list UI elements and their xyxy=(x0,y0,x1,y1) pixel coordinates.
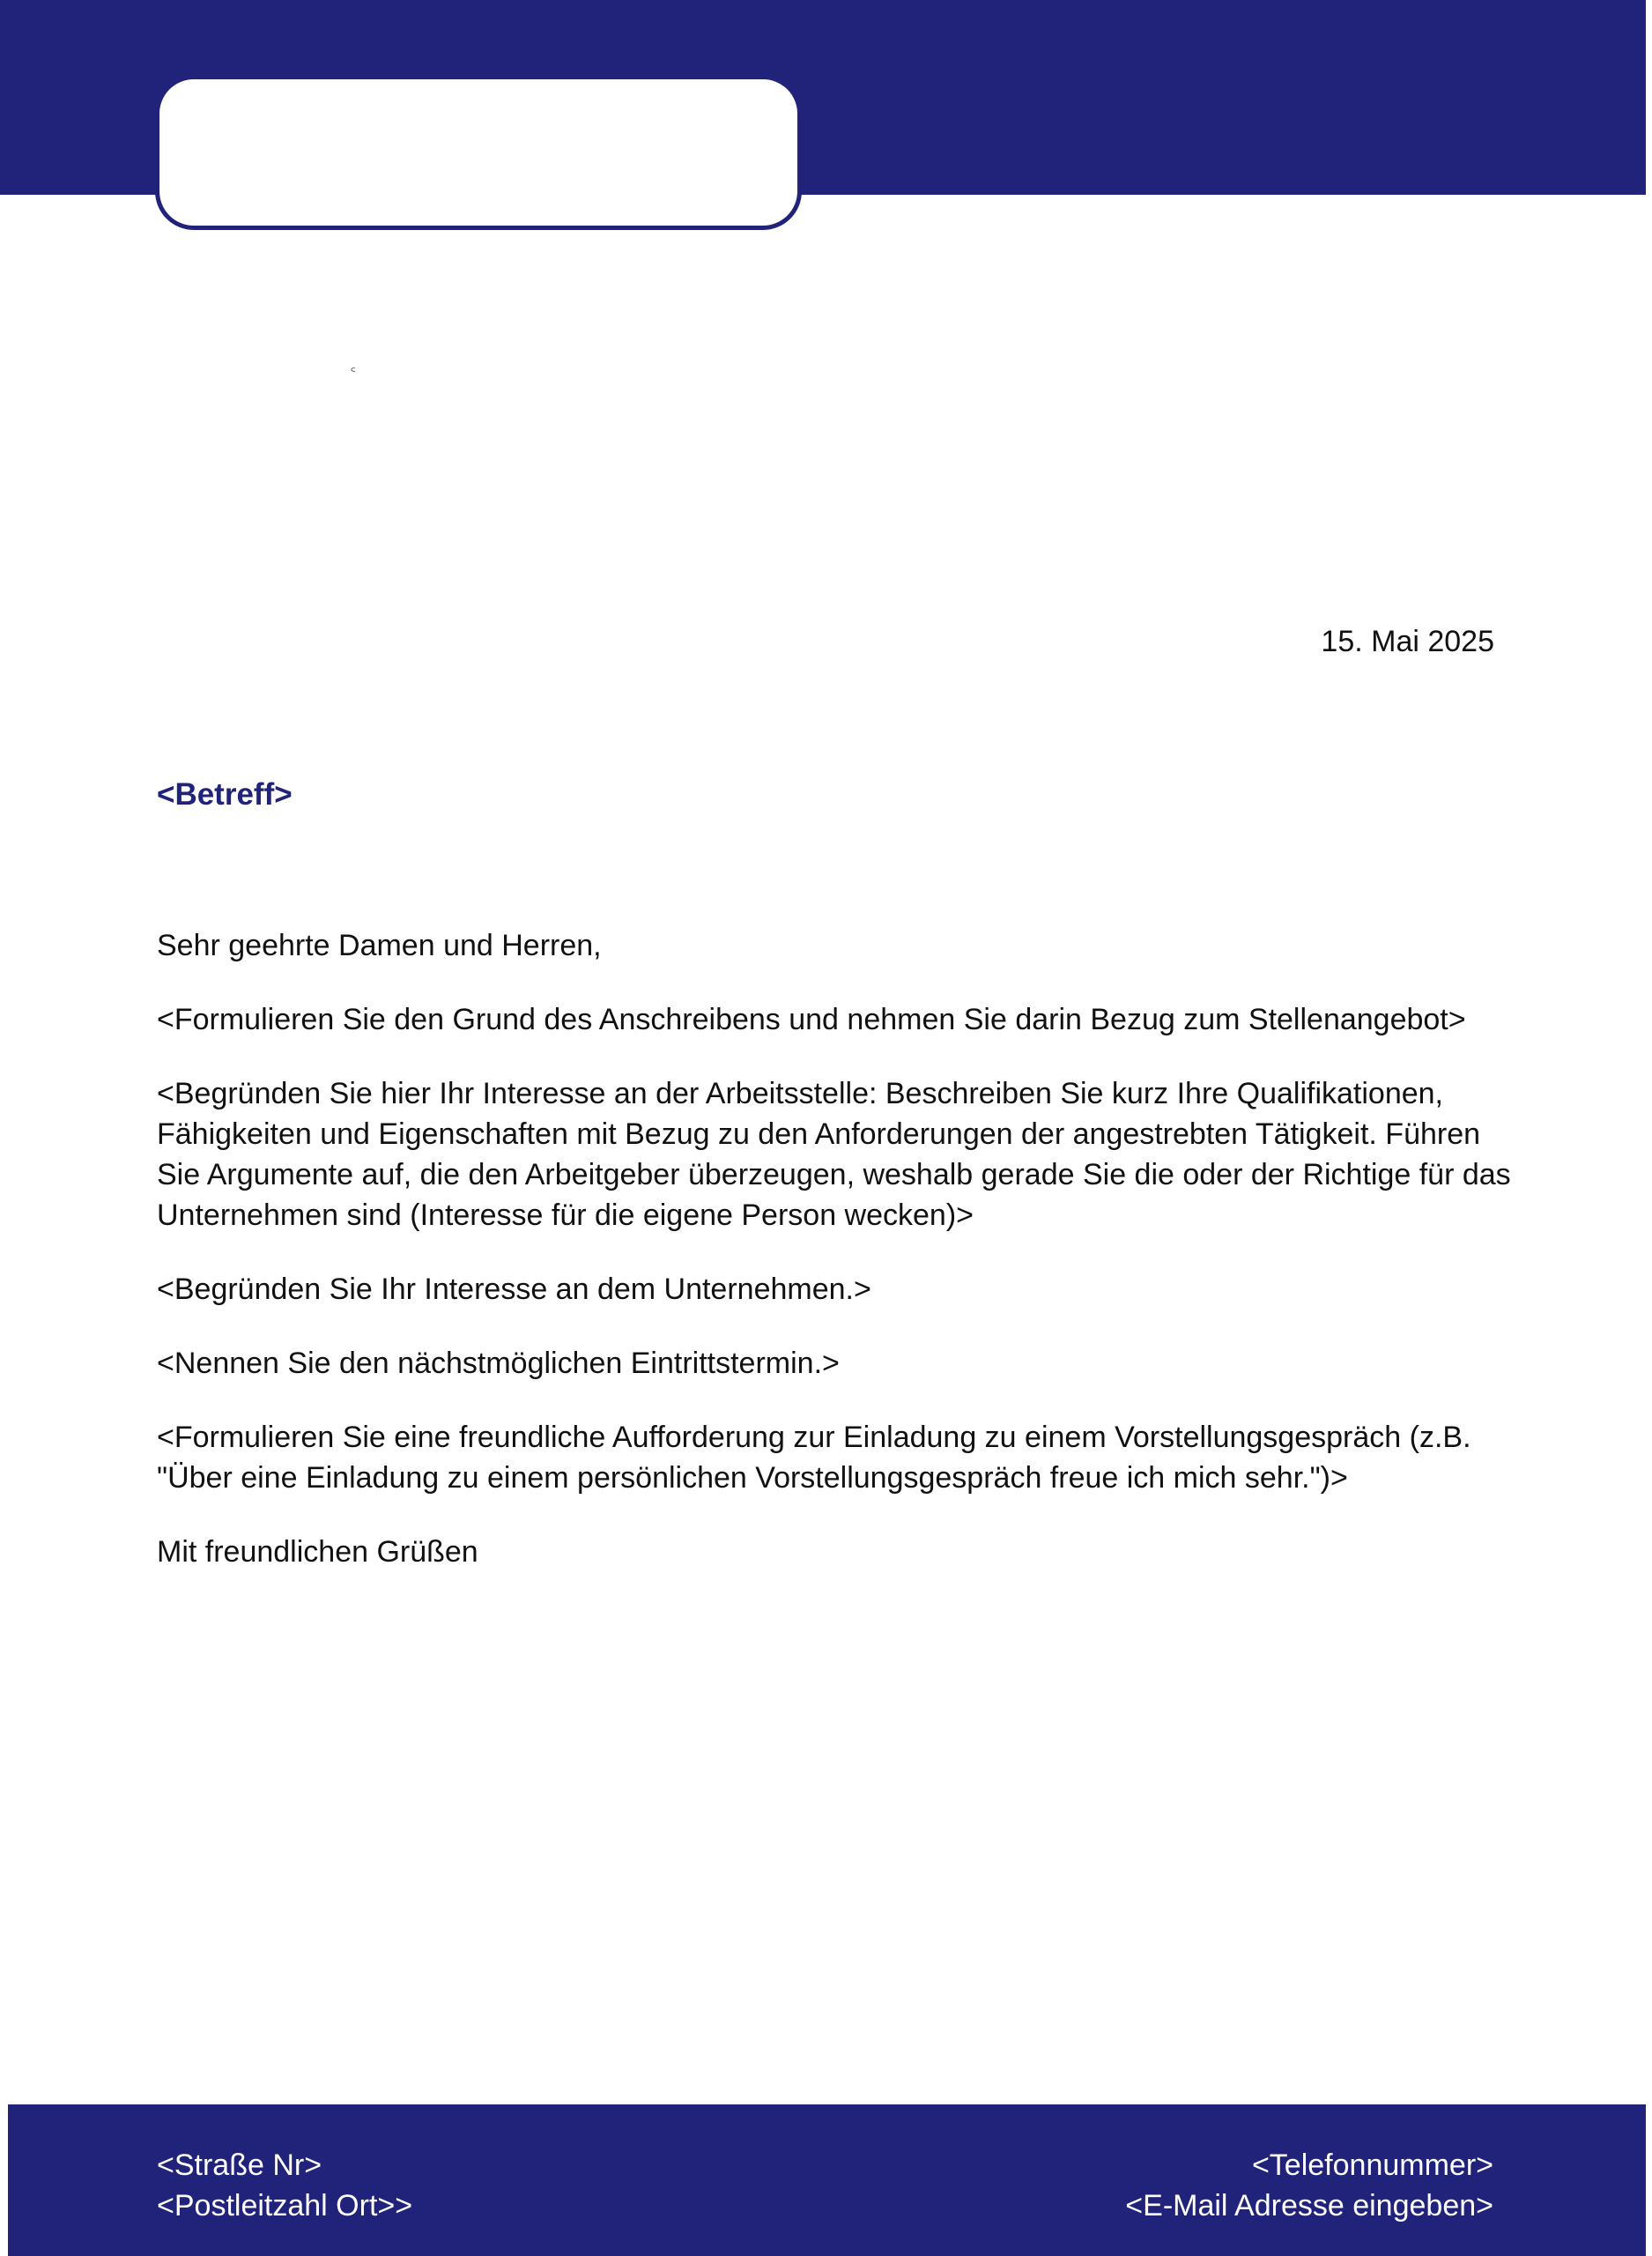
salutation: Sehr geehrte Damen und Herren, xyxy=(157,929,602,962)
paragraph-qualifications[interactable]: <Begründen Sie hier Ihr Interesse an der Arbeitsstelle: Beschreiben Sie kurz Ihre Qualifikationen, Fähigkeiten und Eigenschaften mit Bezug zu den Anforderungen der angestrebten Tätigkeit. Führen Sie Argumente auf, die den Arbeitgeber überzeugen, weshalb gerade Sie die oder der Richtige für das Unternehmen sind (Interesse für die eigene Person wecken)> xyxy=(157,1077,1511,1232)
paragraph-reason[interactable]: <Formulieren Sie den Grund des Anschreibens und nehmen Sie darin Bezug zum Stellenangebot> xyxy=(157,1003,1466,1036)
footer-contact xyxy=(1125,2145,1493,2226)
footer-address xyxy=(157,2145,412,2226)
footer-email[interactable]: <E-Mail Adresse eingeben> xyxy=(1125,2189,1493,2223)
paragraph-company-interest[interactable]: <Begründen Sie Ihr Interesse an dem Unternehmen.> xyxy=(157,1273,871,1306)
paragraph-start-date[interactable]: <Nennen Sie den nächstmöglichen Eintrittstermin.> xyxy=(157,1347,840,1380)
letter-subject[interactable]: <Betreff> xyxy=(157,777,293,812)
footer-postal-city[interactable]: <Postleitzahl Ort>> xyxy=(157,2189,413,2223)
letter-date: 15. Mai 2025 xyxy=(1321,625,1494,658)
footer-band xyxy=(8,2104,1646,2256)
sender-name-box[interactable] xyxy=(155,75,802,230)
stray-mark: ꜀ xyxy=(351,359,356,374)
paragraph-interview-request[interactable]: <Formulieren Sie eine freundliche Aufforderung zur Einladung zu einem Vorstellungsgespräch (z.B. "Über eine Einladung zu einem persönlichen Vorstellungsgespräch freue ich mich sehr.")> xyxy=(157,1421,1471,1495)
footer-street[interactable]: <Straße Nr> xyxy=(157,2148,322,2182)
letter-body xyxy=(157,925,1514,1606)
footer-phone[interactable]: <Telefonnummer> xyxy=(1251,2148,1493,2182)
closing: Mit freundlichen Grüßen xyxy=(157,1535,478,1569)
